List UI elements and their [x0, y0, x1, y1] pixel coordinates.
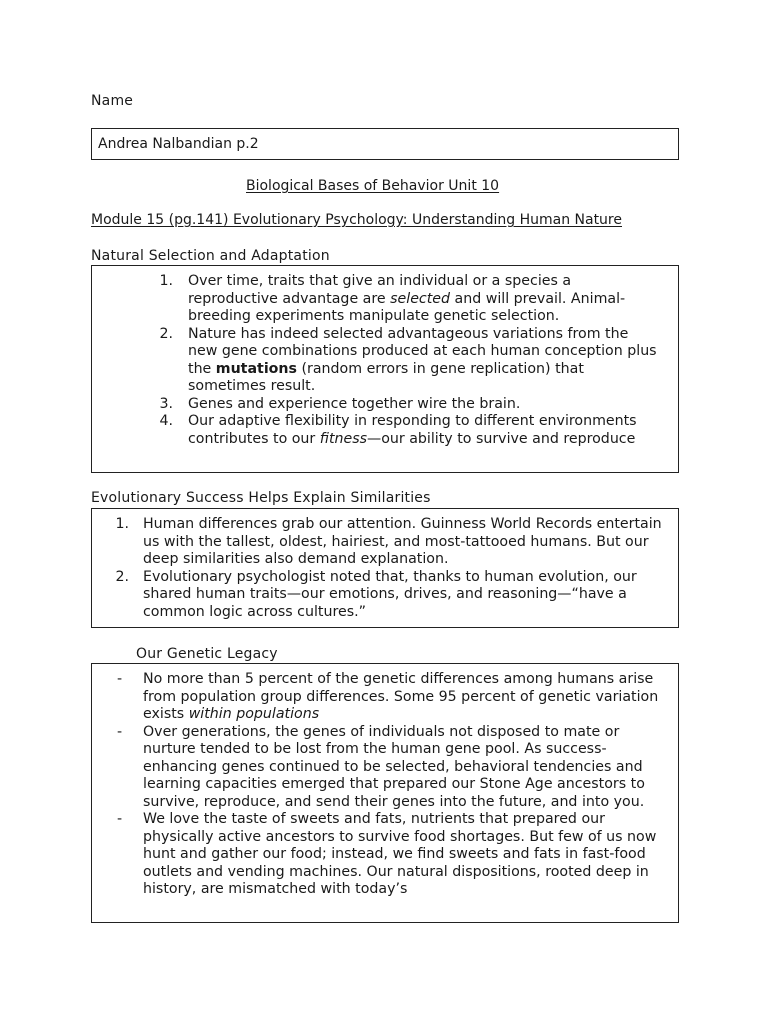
item-text: Genes and experience together wire the brain.: [188, 395, 521, 412]
bullet: -: [117, 811, 123, 827]
evolutionary-success-box: [91, 508, 679, 628]
list-item: [117, 724, 672, 812]
list-item: [159, 396, 659, 414]
list-item: [115, 569, 667, 622]
list-item: [159, 326, 659, 396]
list-item: [117, 671, 672, 724]
module-title: Module 15 (pg.141) Evolutionary Psychology: Understanding Human Nature: [91, 212, 622, 228]
item-text: Over generations, the genes of individuals not disposed to mate or nurture tended to be lost from the human gene pool. As success-enhancing genes continued to be selected, behavioral tendencies and learning capacities emerged that prepared our Stone Age ancestors to survive, reproduce, and send their genes into the future, and into you.: [143, 723, 645, 810]
item-text: Nature has indeed selected advantageous variations from the new gene combinations produced at each human conception plus the mutations (random errors in gene replication) that sometimes result.: [188, 325, 657, 394]
unit-title: Biological Bases of Behavior Unit 10: [246, 178, 500, 194]
bullet: -: [117, 723, 123, 740]
name-field[interactable]: [91, 128, 679, 160]
genetic-legacy-list: [117, 671, 672, 899]
name-value: Andrea Nalbandian p.2: [98, 136, 259, 152]
item-text: We love the taste of sweets and fats, nutrients that prepared our physically active ancestors to survive food shortages. But few of us now hunt and gather our food; instead, we find sweets and fats in fast-food outlets and vending machines. Our natural dispositions, rooted deep in history, are mismatched with today’s: [143, 811, 657, 897]
item-text: Over time, traits that give an individual or a species a reproductive advantage are selected and will prevail. Animal-breeding experiments manipulate genetic selection.: [188, 273, 626, 324]
bullet: -: [117, 671, 123, 687]
section-heading-evolutionary-success: Evolutionary Success Helps Explain Similarities: [91, 490, 431, 506]
list-item: [115, 516, 667, 569]
item-number: 2.: [115, 568, 129, 585]
item-number: 3.: [159, 395, 173, 412]
list-item: [159, 413, 659, 448]
item-number: 4.: [159, 413, 173, 429]
name-label: Name: [91, 93, 134, 109]
section-heading-genetic-legacy: Our Genetic Legacy: [136, 646, 278, 662]
item-text: Our adaptive flexibility in responding to different environments contributes to our fitness—our ability to survive and reproduce: [188, 413, 637, 447]
item-number: 1.: [159, 273, 173, 289]
genetic-legacy-box: [91, 663, 679, 923]
item-text: Human differences grab our attention. Guinness World Records entertain us with the tallest, oldest, hairiest, and most-tattooed humans. But our deep similarities also demand explanation.: [143, 516, 662, 567]
item-text: Evolutionary psychologist noted that, thanks to human evolution, our shared human traits—our emotions, drives, and reasoning—“have a common logic across cultures.”: [143, 568, 637, 620]
item-text: No more than 5 percent of the genetic differences among humans arise from population group differences. Some 95 percent of genetic variation exists within populations: [143, 671, 659, 722]
list-item: [159, 273, 659, 326]
list-item: [117, 811, 672, 899]
section-heading-natural-selection: Natural Selection and Adaptation: [91, 248, 330, 264]
item-number: 1.: [115, 516, 129, 532]
natural-selection-box: [91, 265, 679, 473]
evolutionary-success-list: [115, 516, 667, 621]
item-number: 2.: [159, 325, 173, 342]
natural-selection-list: [159, 273, 659, 448]
